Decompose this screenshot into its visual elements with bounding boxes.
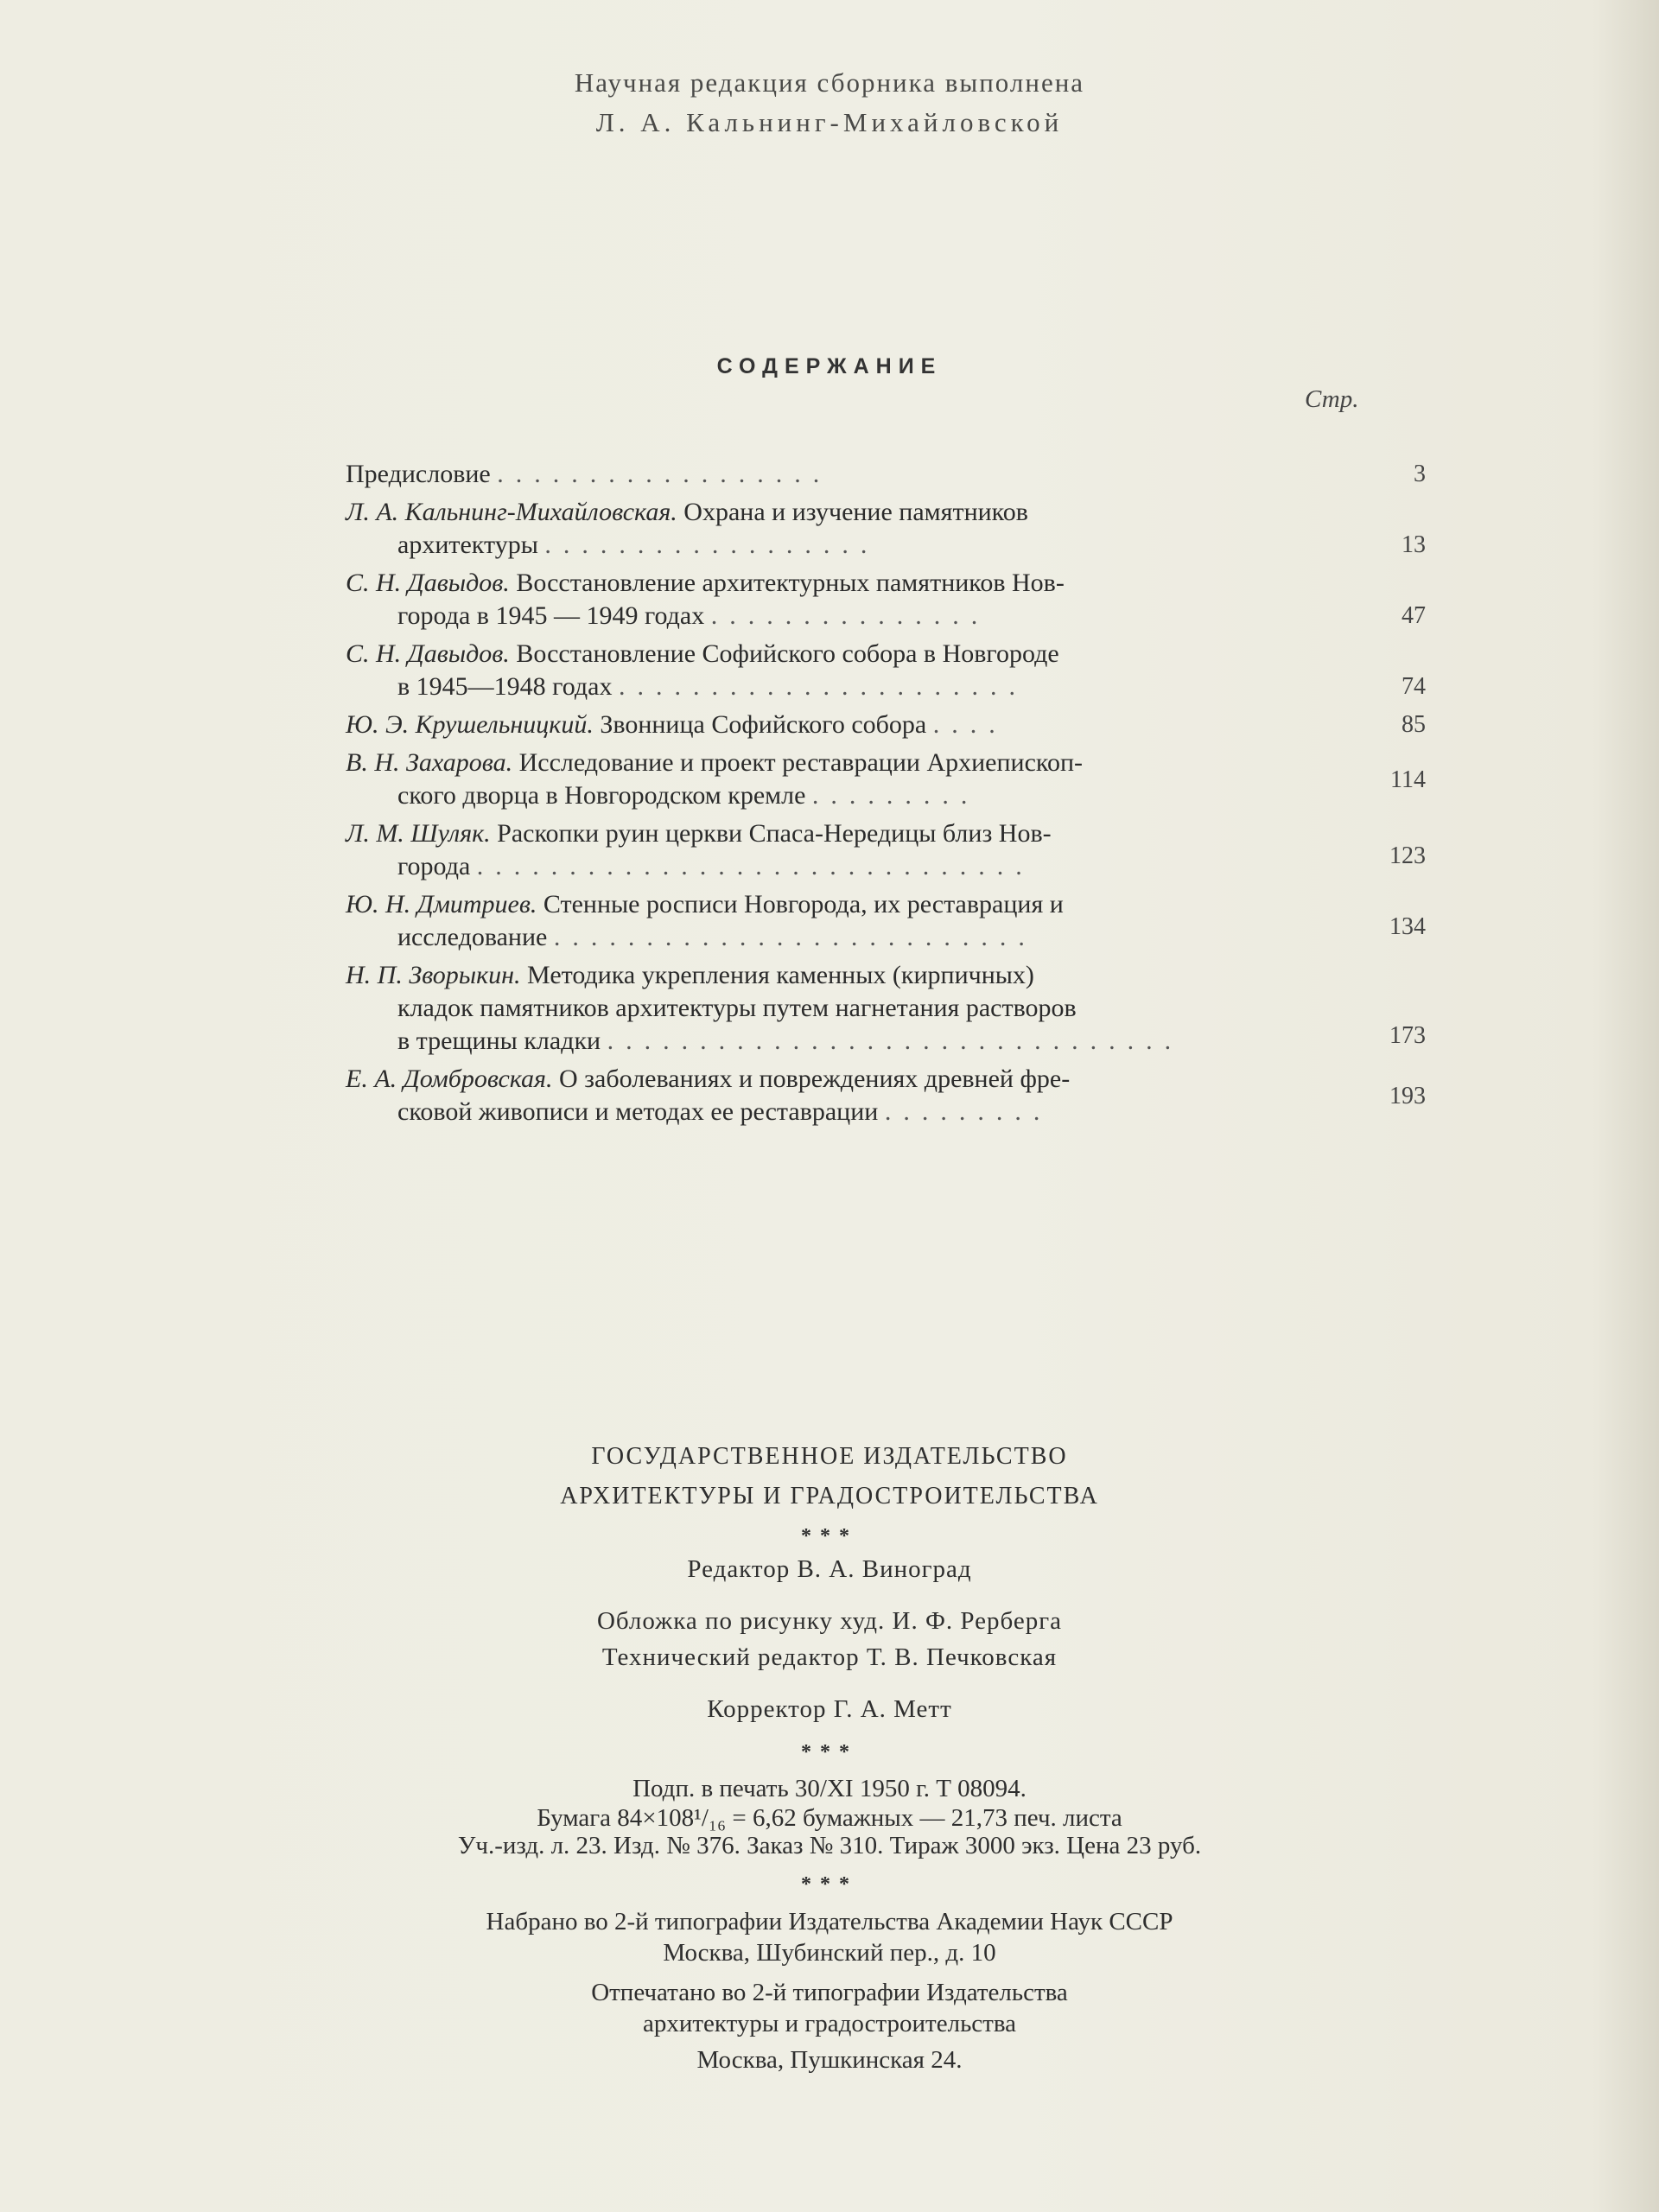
- imprint-line1: Подп. в печать 30/XI 1950 г. Т 08094.: [632, 1775, 1027, 1802]
- toc-entry: В. Н. Захарова. Исследование и проект реставрации Архиепископ- ского дворца в Новгородском кремле ......... 114: [346, 748, 1426, 810]
- editor-credit: Редактор В. А. Виноград: [687, 1555, 972, 1583]
- tech-editor-credit: Технический редактор Т. В. Печковская: [601, 1643, 1058, 1671]
- separator-stars: ***: [801, 1873, 858, 1896]
- typeset-line1: Набрано во 2-й типографии Издательства Академии Наук СССР: [486, 1908, 1173, 1936]
- toc-page-number: 114: [1390, 766, 1426, 793]
- editorial-note-line2: Л. А. Кальнинг-Михайловской: [595, 107, 1064, 137]
- toc-entry: Е. А. Домбровская. О заболеваниях и повреждениях древней фре- сковой живописи и методах ее реставрации ......... 193: [346, 1065, 1426, 1126]
- toc-page-number: 74: [1402, 673, 1426, 700]
- publisher-name-line2: АРХИТЕКТУРЫ И ГРАДОСТРОИТЕЛЬСТВА: [560, 1483, 1099, 1510]
- imprint-line3: Уч.-изд. л. 23. Изд. № 376. Заказ № 310. Тираж 3000 экз. Цена 23 руб.: [457, 1832, 1202, 1859]
- toc-entry: Предисловие .................. 3: [346, 458, 1426, 491]
- toc-entry: С. Н. Давыдов. Восстановление архитектурных памятников Нов- города в 1945 — 1949 годах ............... 47: [346, 567, 1426, 632]
- toc-entry: Ю. Э. Крушельницкий. Звонница Софийского собора .... 85: [346, 709, 1426, 741]
- cover-credit: Обложка по рисунку худ. И. Ф. Рерберга: [596, 1607, 1063, 1635]
- page-column-header: Стр.: [1305, 385, 1359, 413]
- toc-page-number: 13: [1402, 531, 1426, 558]
- toc-entry: Ю. Н. Дмитриев. Стенные росписи Новгорода, их реставрация и исследование .......................... 134: [346, 890, 1426, 951]
- toc-page-number: 134: [1389, 913, 1426, 940]
- toc-page-number: 173: [1389, 1022, 1426, 1049]
- printed-line2: архитектуры и градостроительства: [642, 2010, 1017, 2037]
- toc-page-number: 123: [1389, 842, 1426, 869]
- separator-stars: ***: [801, 1525, 858, 1548]
- publisher-name-line1: ГОСУДАРСТВЕННОЕ ИЗДАТЕЛЬСТВО: [591, 1443, 1068, 1470]
- table-of-contents: [346, 458, 1426, 1134]
- toc-page-number: 47: [1402, 602, 1426, 629]
- imprint-line2: Бумага 84×108¹/₁₆ = 6,62 бумажных — 21,73 печ. листа: [537, 1804, 1122, 1832]
- editorial-note-line1: Научная редакция сборника выполнена: [574, 67, 1085, 98]
- toc-title: СОДЕРЖАНИЕ: [716, 354, 943, 378]
- toc-page-number: 193: [1389, 1083, 1426, 1109]
- corrector-credit: Корректор Г. А. Метт: [707, 1695, 952, 1723]
- separator-stars: ***: [801, 1741, 858, 1764]
- printed-line1: Отпечатано во 2-й типографии Издательства: [591, 1979, 1068, 2006]
- typeset-line2: Москва, Шубинский пер., д. 10: [663, 1939, 996, 1967]
- toc-entry: Л. А. Кальнинг-Михайловская. Охрана и изучение памятников архитектуры .................. 13: [346, 496, 1426, 562]
- toc-page-number: 85: [1402, 711, 1426, 738]
- toc-entry: С. Н. Давыдов. Восстановление Софийского собора в Новгороде в 1945—1948 годах ...................... 74: [346, 638, 1426, 703]
- toc-entry: Н. П. Зворыкин. Методика укрепления каменных (кирпичных) кладок памятников архитектуры путем нагнетания растворов в трещины кладки ............................... 173: [346, 961, 1426, 1055]
- toc-entry: Л. М. Шуляк. Раскопки руин церкви Спаса-Нередицы близ Нов- города .............................. 123: [346, 819, 1426, 880]
- toc-page-number: 3: [1414, 461, 1426, 487]
- printed-line3: Москва, Пушкинская 24.: [696, 2046, 963, 2074]
